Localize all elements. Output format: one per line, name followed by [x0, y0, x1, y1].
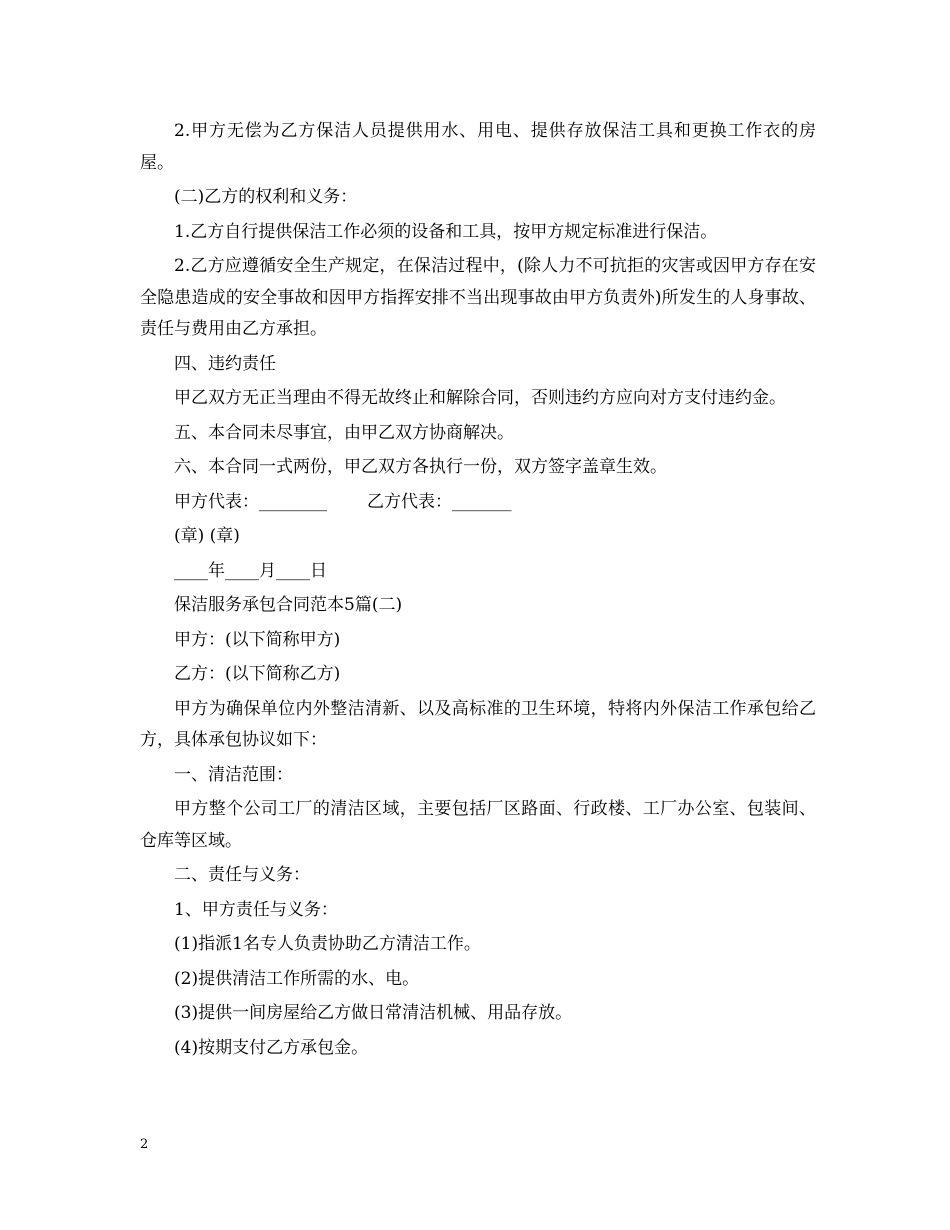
signature-line — [140, 487, 816, 519]
paragraph: 2.乙方应遵循安全生产规定，在保洁过程中，(除人力不可抗拒的灾害或因甲方存在安全隐患造成的安全事故和因甲方指挥安排不当出现事故由甲方负责外)所发生的人身事故、责任与费用由乙方承担。 — [140, 256, 816, 339]
section-heading: 一、清洁范围： — [174, 764, 293, 785]
party-a-line: 甲方：(以下简称甲方) — [174, 629, 341, 650]
paragraph: 甲方整个公司工厂的清洁区域，主要包括厂区路面、行政楼、工厂办公室、包装间、仓库等区域。 — [140, 799, 816, 851]
paragraph: 五、本合同未尽事宜，由甲乙双方协商解决。 — [174, 422, 514, 443]
seal-line: (章) (章) — [174, 526, 240, 546]
page-number: 2 — [140, 1137, 149, 1152]
list-item: (2)提供清洁工作所需的水、电。 — [174, 968, 420, 989]
paragraph: 甲乙双方无正当理由不得无故终止和解除合同，否则违约方应向对方支付违约金。 — [174, 388, 786, 408]
section-heading: 四、违约责任 — [174, 353, 276, 374]
section-heading: 二、责任与义务： — [174, 865, 310, 885]
list-item: (4)按期支付乙方承包金。 — [174, 1037, 369, 1058]
paragraph: 1.乙方自行提供保洁工作必须的设备和工具，按甲方规定标准进行保洁。 — [174, 221, 718, 242]
party-b-representative: 乙方代表：_______ — [367, 491, 512, 512]
subsection-heading: 1、甲方责任与义务： — [174, 899, 338, 920]
party-a-representative: 甲方代表：________ — [174, 491, 327, 512]
paragraph: 甲方为确保单位内外整洁清新、以及高标准的卫生环境，特将内外保洁工作承包给乙方，具体承包协议如下： — [140, 698, 816, 750]
paragraph: 六、本合同一式两份，甲乙双方各执行一份，双方签字盖章生效。 — [174, 457, 667, 477]
list-item: (3)提供一间房屋给乙方做日常清洁机械、用品存放。 — [174, 1003, 573, 1023]
party-b-line: 乙方：(以下简称乙方) — [174, 664, 341, 684]
contract-title: 保洁服务承包合同范本5篇(二) — [174, 595, 403, 615]
date-line: ____年____月____日 — [174, 560, 327, 581]
paragraph: (二)乙方的权利和义务： — [174, 187, 358, 207]
document-body — [140, 116, 816, 1067]
list-item: (1)指派1名专人负责协助乙方清洁工作。 — [174, 934, 481, 954]
paragraph: 2.甲方无偿为乙方保洁人员提供用水、用电、提供存放保洁工具和更换工作衣的房屋。 — [140, 121, 816, 173]
